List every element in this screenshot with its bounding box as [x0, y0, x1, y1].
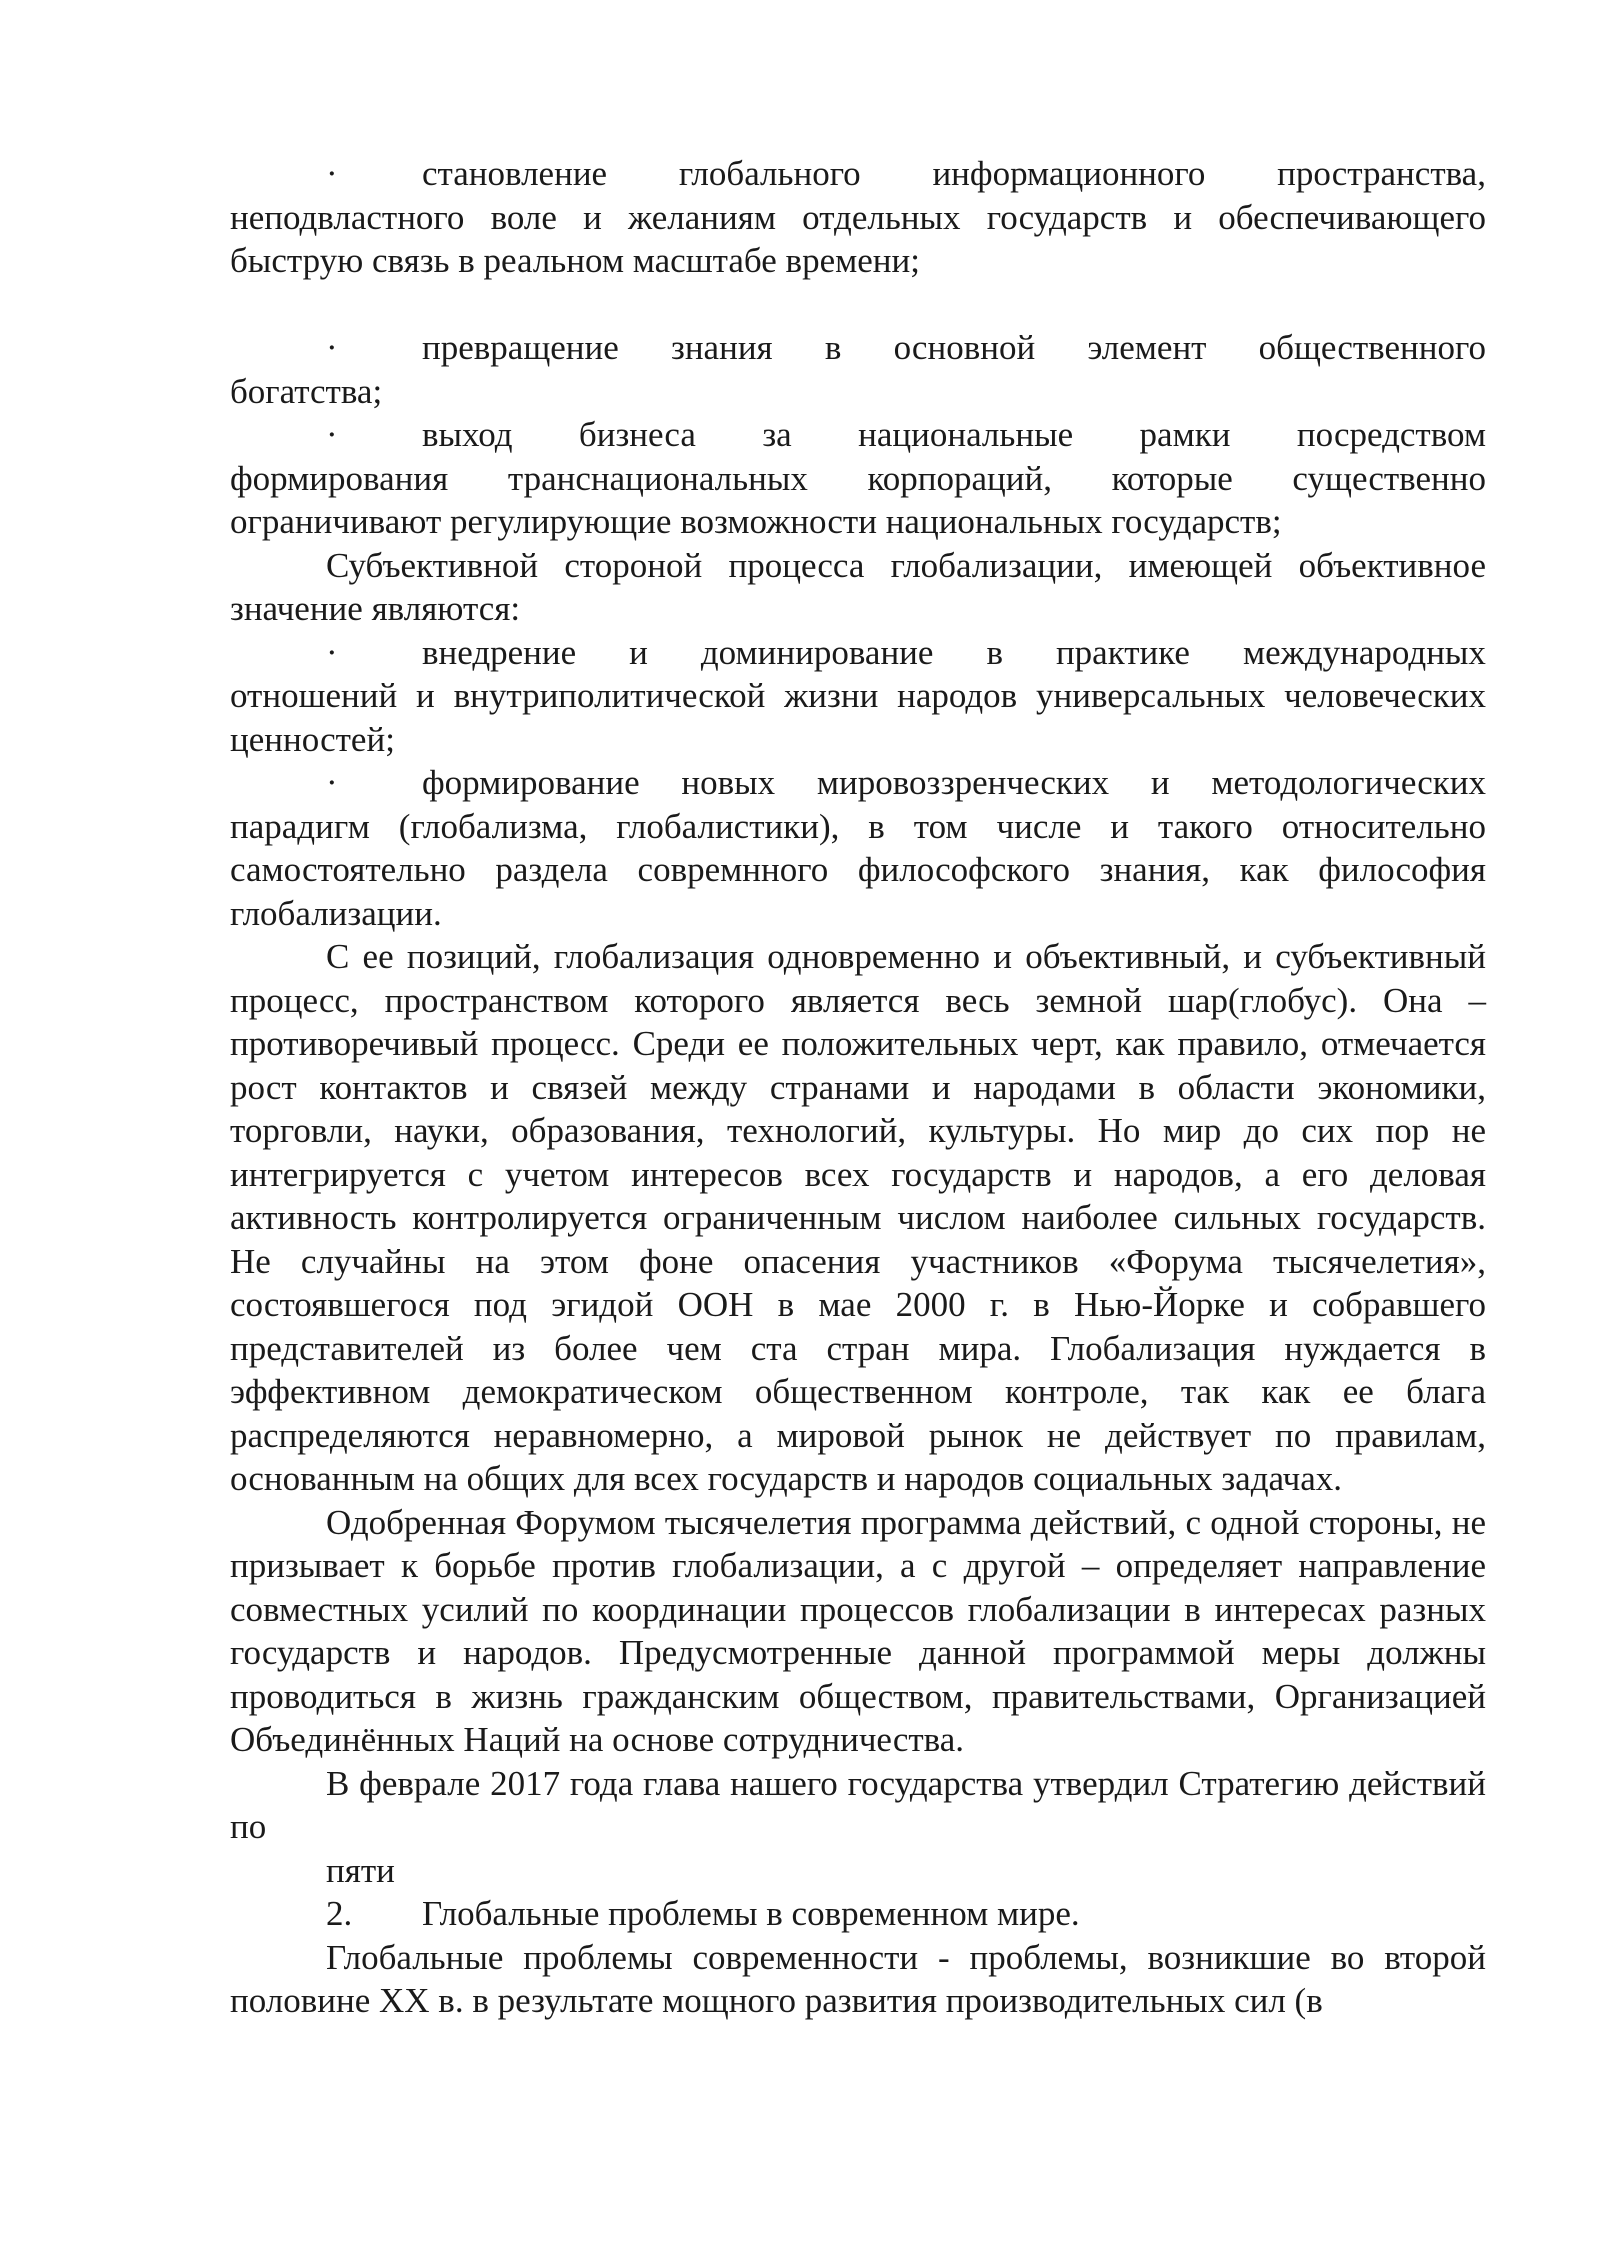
bullet-first-line	[230, 761, 1486, 805]
bullet-first-line	[230, 326, 1486, 370]
paragraph: С ее позиций, глобализация одновременно и объективный, и субъективный процесс, пространством которого является весь земной шар(глобус). Она – противоречивый процесс. Среди ее положительных черт, как правило, отмечается рост контактов и связей между странами и народами в области экономики, торговли, науки, образования, технологий, культуры. Но мир до сих пор не интегрируется с учетом интересов всех государств и народов, а его деловая активность контролируется ограниченным числом наиболее сильных государств. Не случайны на этом фоне опасения участников «Форума тысячелетия», состоявшегося под эгидой ООН в мае 2000 г. в Нью-Йорке и собравшего представителей из более чем ста стран мира. Глобализация нуждается в эффективном демократическом общественном контроле, так как ее блага распределяются неравномерно, а мировой рынок не действует по правилам, основанным на общих для всех государств и народов социальных задачах.	[230, 937, 1486, 1498]
paragraph: Субъективной стороной процесса глобализации, имеющей объективное значение являются:	[230, 545, 1486, 628]
paragraph: Одобренная Форумом тысячелетия программа действий, с одной стороны, не призывает к борьбе против глобализации, а с другой – определяет направление совместных усилий по координации процессов глобализации в интересах разных государств и народов. Предусмотренные данной программой меры должны проводиться в жизнь гражданским обществом, правительствами, Организацией Объединённых Наций на основе сотрудничества.	[230, 1502, 1486, 1759]
bullet-marker: ·	[326, 632, 338, 672]
bullet-first-text: выход бизнеса за национальные рамки посредством	[422, 415, 1486, 454]
bullet-first-text: формирование новых мировоззренческих и методологических	[422, 763, 1486, 802]
bullet-item	[230, 631, 1486, 762]
bullet-marker: ·	[326, 154, 338, 193]
section-heading	[230, 1892, 1486, 1936]
bullet-marker: ·	[326, 415, 338, 454]
section-number: 2.	[326, 1894, 353, 1933]
bullet-item	[230, 413, 1486, 544]
bullet-item	[230, 326, 1486, 413]
bullet-first-text: внедрение и доминирование в практике международных	[422, 632, 1486, 672]
bullet-marker: ·	[326, 328, 338, 367]
bullet-continuation: богатства;	[230, 371, 383, 411]
paragraph: Глобальные проблемы современности - проблемы, возникшие во второй половине XX в. в результате мощного развития производительных сил (в	[230, 1937, 1486, 2020]
document-page	[230, 152, 1486, 2023]
bullet-item	[230, 761, 1486, 935]
bullet-first-text: становление глобального информационного пространства,	[422, 154, 1486, 193]
bullet-continuation: неподвластного воле и желаниям отдельных государств и обеспечивающего быструю связь в реальном масштабе времени;	[230, 197, 1486, 280]
blank-line	[230, 283, 1486, 327]
section-title: Глобальные проблемы в современном мире.	[422, 1894, 1080, 1933]
bullet-first-line	[230, 631, 1486, 675]
bullet-continuation: формирования транснациональных корпораций, которые существенно ограничивают регулирующие возможности национальных государств;	[230, 458, 1486, 541]
paragraph: В феврале 2017 года глава нашего государства утвердил Стратегию действий по	[230, 1763, 1486, 1846]
indented-line: пяти	[326, 1850, 395, 1890]
bullet-first-line	[230, 152, 1486, 196]
bullet-item	[230, 152, 1486, 283]
bullet-continuation: парадигм (глобализма, глобалистики), в том числе и такого относительно самостоятельно раздела совремнного философского знания, как философия глобализации.	[230, 806, 1486, 933]
bullet-continuation: отношений и внутриполитической жизни народов универсальных человеческих ценностей;	[230, 676, 1486, 759]
bullet-marker: ·	[326, 763, 338, 802]
bullet-first-line	[230, 413, 1486, 457]
bullet-first-text: превращение знания в основной элемент общественного	[422, 328, 1486, 367]
